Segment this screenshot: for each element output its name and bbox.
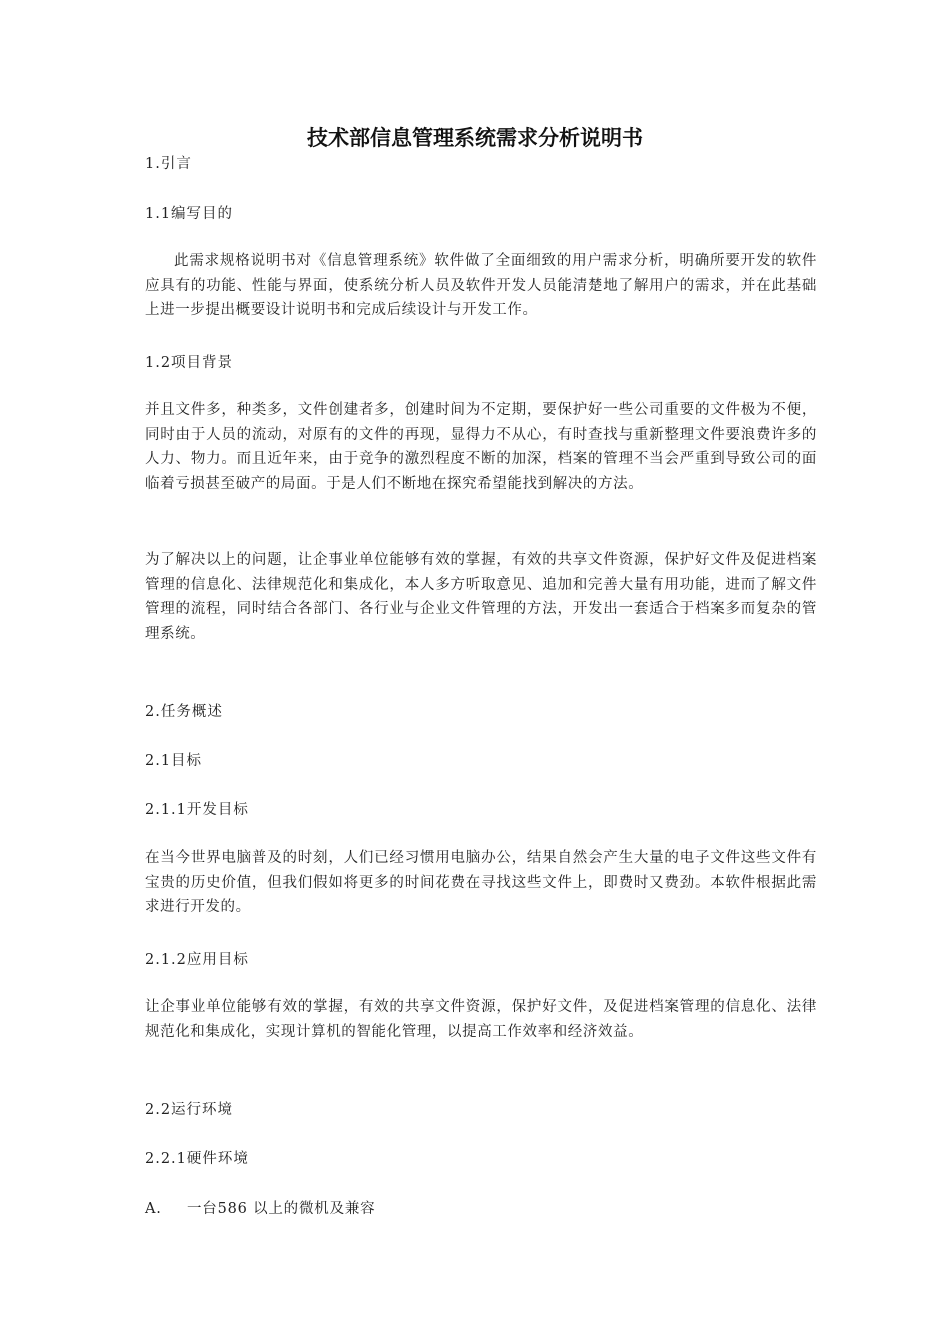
- list-item-a: [145, 1197, 375, 1218]
- paragraph-purpose: 此需求规格说明书对《信息管理系统》软件做了全面细致的用户需求分析，明确所要开发的软件应具有的功能、性能与界面，使系统分析人员及软件开发人员能清楚地了解用户的需求，并在此基础上进一步提出概要设计说明书和完成后续设计与开发工作。: [145, 253, 817, 318]
- list-item-text: 一台586 以上的微机及兼容: [187, 1201, 376, 1217]
- section-heading-runtime-env: 2.2运行环境: [145, 1102, 234, 1118]
- section-heading-hardware-env: 2.2.1硬件环境: [145, 1151, 249, 1167]
- list-marker: A.: [145, 1201, 162, 1217]
- document-title: 技术部信息管理系统需求分析说明书: [307, 126, 643, 150]
- paragraph-background-2: 为了解决以上的问题，让企事业单位能够有效的掌握，有效的共享文件资源，保护好文件及促进档案管理的信息化、法律规范化和集成化，本人多方听取意见、追加和完善大量有用功能，进而了解文件管理的流程，同时结合各部门、各行业与企业文件管理的方法，开发出一套适合于档案多而复杂的管理系统。: [145, 552, 817, 642]
- section-heading-app-goals: 2.1.2应用目标: [145, 952, 249, 968]
- section-heading-purpose: 1.1编写目的: [145, 206, 234, 222]
- section-heading-dev-goals: 2.1.1开发目标: [145, 802, 249, 818]
- section-heading-intro: 1.引言: [145, 156, 192, 172]
- paragraph-app-goals: 让企事业单位能够有效的掌握，有效的共享文件资源，保护好文件，及促进档案管理的信息化、法律规范化和集成化，实现计算机的智能化管理，以提高工作效率和经济效益。: [145, 999, 817, 1040]
- section-heading-task-overview: 2.任务概述: [145, 704, 223, 720]
- paragraph-dev-goals: 在当今世界电脑普及的时刻，人们已经习惯用电脑办公，结果自然会产生大量的电子文件这些文件有宝贵的历史价值，但我们假如将更多的时间花费在寻找这些文件上，即费时又费劲。本软件根据此需求进行开发的。: [145, 850, 817, 915]
- section-heading-background: 1.2项目背景: [145, 355, 234, 371]
- section-heading-goals: 2.1目标: [145, 753, 203, 769]
- paragraph-background-1: 并且文件多，种类多，文件创建者多，创建时间为不定期，要保护好一些公司重要的文件极为不便，同时由于人员的流动，对原有的文件的再现，显得力不从心，有时查找与重新整理文件要浪费许多的人力、物力。而且近年来，由于竞争的激烈程度不断的加深，档案的管理不当会严重到导致公司的面临着亏损甚至破产的局面。于是人们不断地在探究希望能找到解决的方法。: [145, 402, 817, 492]
